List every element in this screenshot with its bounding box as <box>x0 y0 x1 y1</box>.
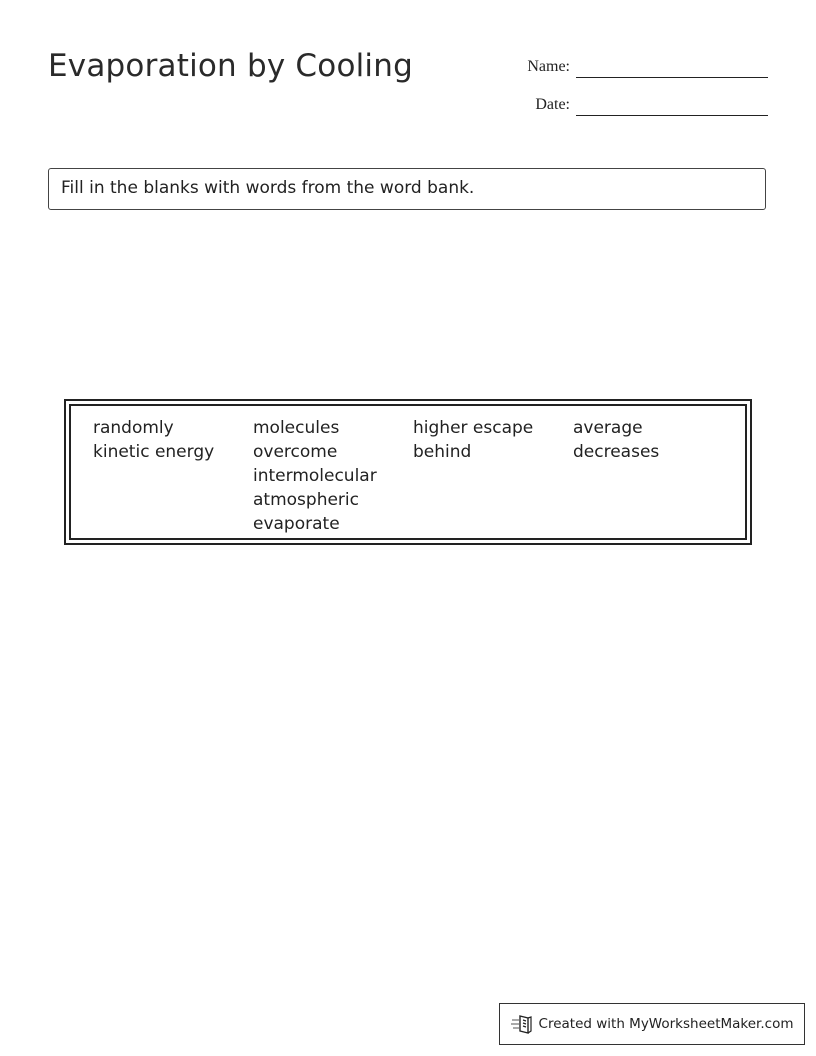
word-bank-word: kinetic energy <box>93 442 215 462</box>
instructions-box: Fill in the blanks with words from the word bank. <box>48 168 766 210</box>
word-bank-word: behind <box>413 442 472 462</box>
word-bank-column-3 <box>413 416 573 464</box>
date-field[interactable] <box>500 86 768 116</box>
footer-text: Created with MyWorksheetMaker.com <box>538 1016 794 1032</box>
word-bank-word: average <box>573 418 643 438</box>
word-bank <box>64 399 752 545</box>
name-line[interactable] <box>576 77 768 78</box>
word-bank-word: molecules <box>253 418 340 438</box>
footer-badge[interactable] <box>499 1003 805 1045</box>
word-bank-word: atmospheric <box>253 490 359 510</box>
word-bank-column-1 <box>93 416 253 464</box>
word-bank-column-2 <box>253 416 413 536</box>
word-bank-word: overcome <box>253 442 338 462</box>
word-bank-word: randomly <box>93 418 174 438</box>
word-bank-word: decreases <box>573 442 660 462</box>
word-bank-word: higher escape <box>413 418 534 438</box>
word-bank-inner-border <box>69 404 747 540</box>
date-line[interactable] <box>576 115 768 116</box>
name-label: Name: <box>527 58 570 75</box>
word-bank-column-4 <box>573 416 733 464</box>
word-bank-word: evaporate <box>253 514 340 534</box>
page-title: Evaporation by Cooling <box>48 48 413 84</box>
word-bank-word: intermolecular <box>253 466 377 486</box>
name-field[interactable] <box>500 48 768 78</box>
worksheet-maker-logo-icon <box>511 1013 533 1035</box>
date-label: Date: <box>535 96 570 113</box>
